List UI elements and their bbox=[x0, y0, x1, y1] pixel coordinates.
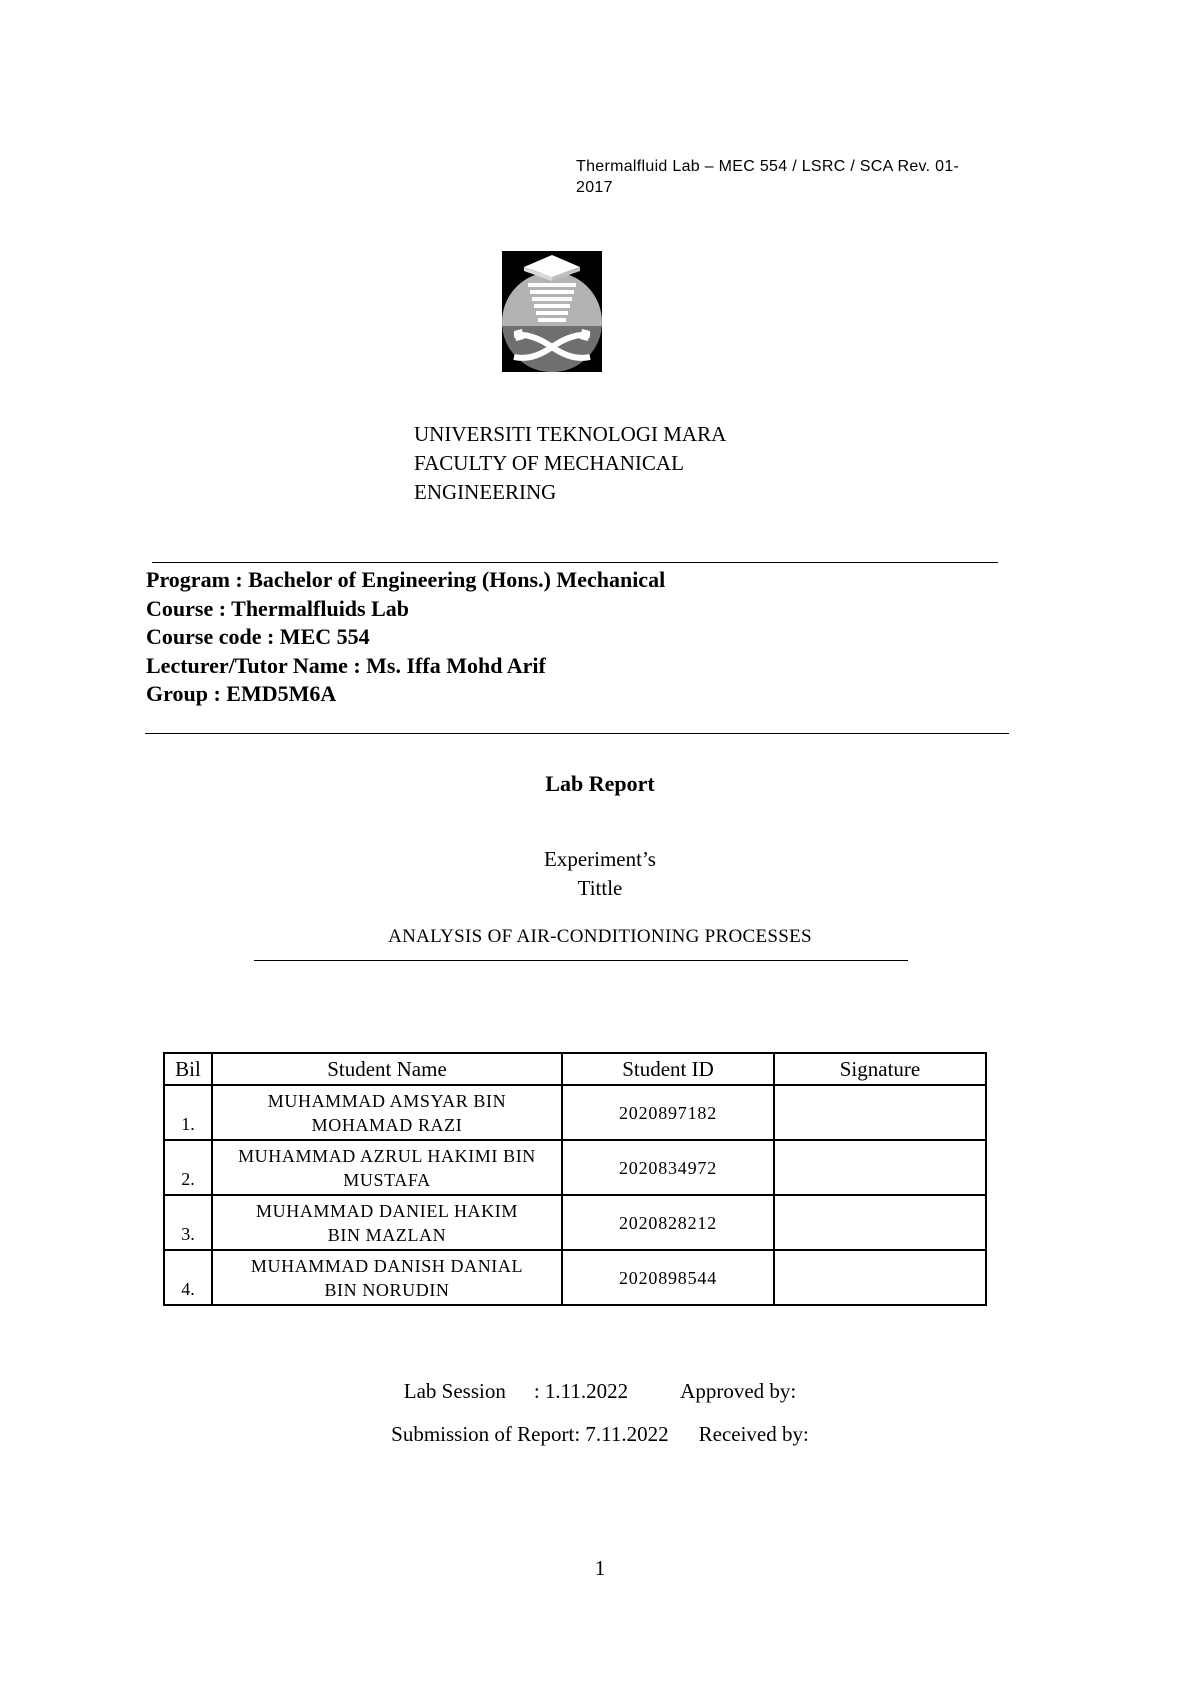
program-line: Program : Bachelor of Engineering (Hons.) Mechanical bbox=[146, 567, 666, 592]
table-row bbox=[164, 1195, 986, 1250]
table-header-row bbox=[164, 1053, 986, 1085]
student-name bbox=[212, 1140, 562, 1195]
divider-title bbox=[254, 960, 908, 961]
row-number: 1. bbox=[164, 1085, 212, 1140]
student-name-line-1: MUHAMMAD DANIEL HAKIM bbox=[256, 1200, 518, 1221]
document-reference bbox=[576, 156, 1046, 198]
course-code-line: Course code : MEC 554 bbox=[146, 624, 370, 649]
uitm-crest-icon bbox=[502, 251, 602, 372]
signature-cell bbox=[774, 1195, 986, 1250]
table-row bbox=[164, 1250, 986, 1305]
row-number: 4. bbox=[164, 1250, 212, 1305]
approved-by-label: Approved by: bbox=[680, 1379, 797, 1403]
student-name-line-2: MUSTAFA bbox=[343, 1169, 431, 1190]
experiment-title-label-line-2: Tittle bbox=[577, 876, 623, 900]
students-table bbox=[163, 1052, 987, 1306]
student-name-line-2: BIN MAZLAN bbox=[327, 1224, 447, 1245]
student-name-line-1: MUHAMMAD AMSYAR BIN bbox=[267, 1090, 507, 1111]
signature-cell bbox=[774, 1250, 986, 1305]
row-number: 2. bbox=[164, 1140, 212, 1195]
table-row bbox=[164, 1085, 986, 1140]
student-id: 2020898544 bbox=[562, 1250, 774, 1305]
submission-line bbox=[0, 1420, 1200, 1448]
university-name: UNIVERSITI TEKNOLOGI MARA bbox=[414, 422, 727, 446]
experiment-title-label bbox=[0, 845, 1200, 903]
lab-session-line bbox=[0, 1377, 1200, 1405]
experiment-title-label-line-1: Experiment’s bbox=[544, 847, 656, 871]
row-number: 3. bbox=[164, 1195, 212, 1250]
header-signature: Signature bbox=[774, 1053, 986, 1085]
page-number: 1 bbox=[594, 1556, 606, 1580]
header-student-name: Student Name bbox=[212, 1053, 562, 1085]
lab-session-label: Lab Session bbox=[403, 1379, 506, 1403]
program-info bbox=[146, 566, 1046, 709]
experiment-title: ANALYSIS OF AIR-CONDITIONING PROCESSES bbox=[388, 926, 812, 947]
received-by-label: Received by: bbox=[698, 1422, 809, 1446]
signature-cell bbox=[774, 1085, 986, 1140]
divider-middle bbox=[145, 733, 1009, 734]
divider-top bbox=[152, 562, 998, 563]
submission-label: Submission of Report: 7.11.2022 bbox=[391, 1422, 669, 1446]
institution-block bbox=[414, 420, 814, 507]
student-id: 2020834972 bbox=[562, 1140, 774, 1195]
course-line: Course : Thermalfluids Lab bbox=[146, 595, 410, 621]
student-id: 2020828212 bbox=[562, 1195, 774, 1250]
group-line: Group : EMD5M6A bbox=[146, 681, 337, 706]
student-name-line-1: MUHAMMAD AZRUL HAKIMI BIN bbox=[238, 1145, 536, 1166]
lab-session-date: : 1.11.2022 bbox=[533, 1379, 629, 1403]
document-reference-line-1: Thermalfluid Lab – MEC 554 / LSRC / SCA Rev. 01- bbox=[576, 158, 960, 175]
student-name-line-1: MUHAMMAD DANISH DANIAL bbox=[250, 1255, 524, 1276]
student-id: 2020897182 bbox=[562, 1085, 774, 1140]
report-type-heading: Lab Report bbox=[545, 771, 655, 796]
student-name bbox=[212, 1195, 562, 1250]
faculty-name-line-2: ENGINEERING bbox=[414, 480, 557, 504]
header-bil: Bil bbox=[164, 1053, 212, 1085]
document-reference-line-2: 2017 bbox=[576, 179, 613, 196]
signature-cell bbox=[774, 1140, 986, 1195]
student-name-line-2: MOHAMAD RAZI bbox=[311, 1114, 463, 1135]
student-name-line-2: BIN NORUDIN bbox=[324, 1279, 450, 1300]
lecturer-line: Lecturer/Tutor Name : Ms. Iffa Mohd Arif bbox=[146, 652, 546, 678]
student-name bbox=[212, 1085, 562, 1140]
table-row bbox=[164, 1140, 986, 1195]
faculty-name-line-1: FACULTY OF MECHANICAL bbox=[414, 451, 684, 475]
student-name bbox=[212, 1250, 562, 1305]
header-student-id: Student ID bbox=[562, 1053, 774, 1085]
